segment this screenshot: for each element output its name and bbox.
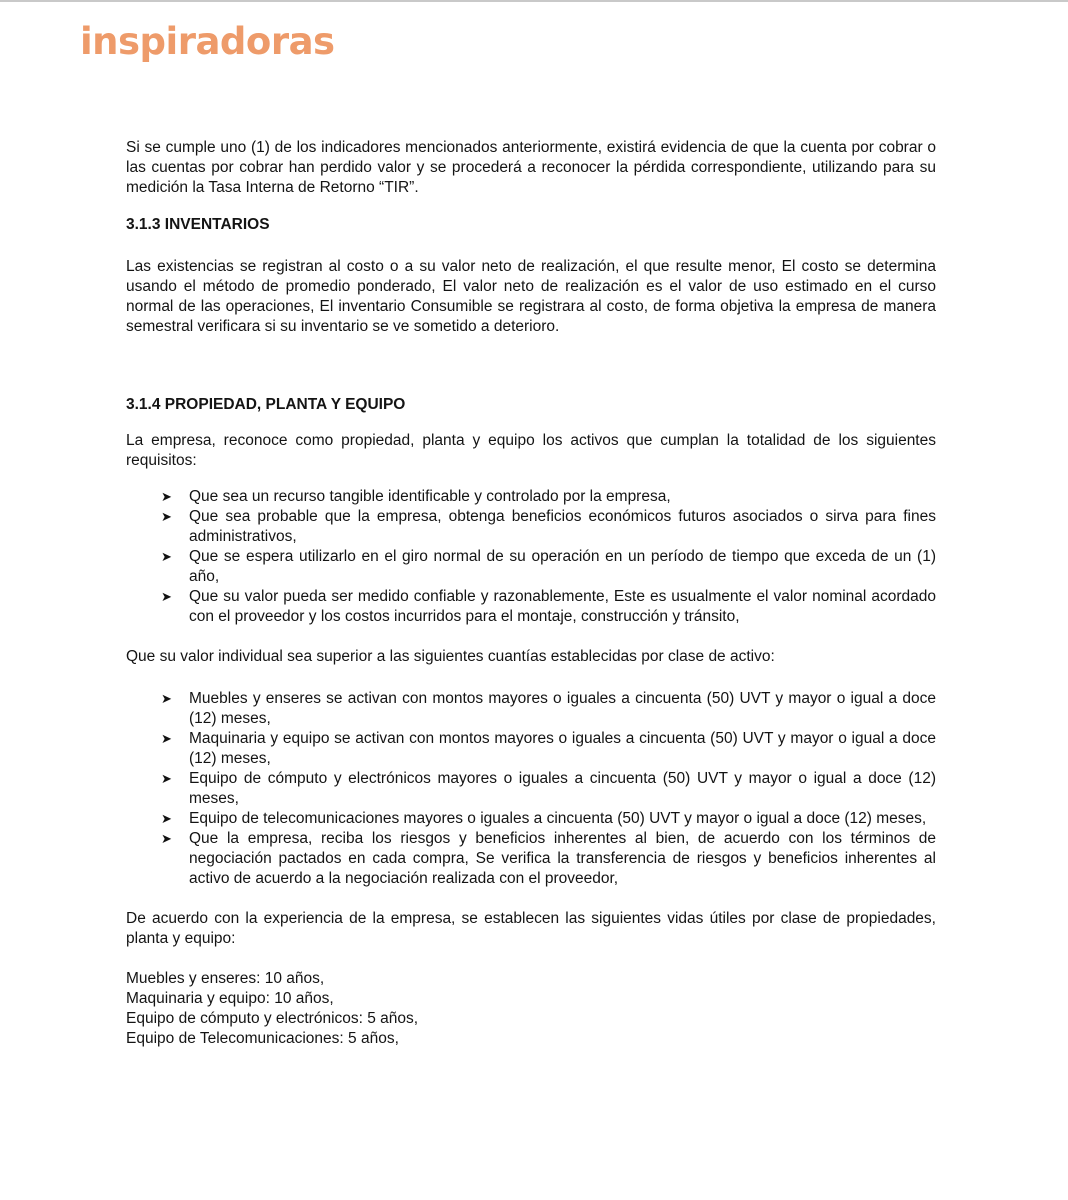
- vidas-utiles-list: [126, 969, 936, 1049]
- requisitos-list: [126, 487, 936, 627]
- arrow-bullet-icon: ➤: [161, 691, 172, 706]
- brand-logo: inspiradoras: [80, 20, 335, 63]
- intro-paragraph: Si se cumple uno (1) de los indicadores mencionados anteriormente, existirá evidencia de que la cuenta por cobrar o las cuentas por cobrar han perdido valor y se procederá a reconocer la pérdida correspondiente, utilizando para su medición la Tasa Interna de Retorno “TIR”.: [126, 139, 936, 196]
- list-item: ➤ Que sea un recurso tangible identificable y controlado por la empresa,: [161, 488, 671, 505]
- heading-propiedad-planta-equipo: 3.1.4 PROPIEDAD, PLANTA Y EQUIPO: [126, 396, 406, 413]
- list-item: Equipo de cómputo y electrónicos: 5 años,: [126, 1010, 419, 1027]
- list-item: Equipo de Telecomunicaciones: 5 años,: [126, 1030, 399, 1047]
- list-item: ➤ Que su valor pueda ser medido confiable y razonablemente, Este es usualmente el valor nominal acordado con el proveedor y los costos incurridos para el montaje, construcción y tránsito,: [161, 588, 936, 625]
- arrow-bullet-icon: ➤: [161, 509, 172, 524]
- arrow-bullet-icon: ➤: [161, 489, 172, 504]
- arrow-bullet-icon: ➤: [161, 811, 172, 826]
- arrow-bullet-icon: ➤: [161, 589, 172, 604]
- list-item: ➤ Muebles y enseres se activan con montos mayores o iguales a cincuenta (50) UVT y mayor o igual a doce (12) meses,: [161, 690, 936, 727]
- arrow-bullet-icon: ➤: [161, 831, 172, 846]
- arrow-bullet-icon: ➤: [161, 731, 172, 746]
- list-item: ➤ Equipo de cómputo y electrónicos mayores o iguales a cincuenta (50) UVT y mayor o igual a doce (12) meses,: [161, 770, 936, 807]
- list-item: ➤ Que la empresa, reciba los riesgos y beneficios inherentes al bien, de acuerdo con los términos de negociación pactados en cada compra, Se verifica la transferencia de riesgos y beneficios inherentes al activo de acuerdo a la negociación realizada con el proveedor,: [161, 830, 936, 887]
- list-item: Muebles y enseres: 10 años,: [126, 970, 325, 987]
- arrow-bullet-icon: ➤: [161, 549, 172, 564]
- top-border: [0, 0, 1068, 2]
- list-item: Maquinaria y equipo: 10 años,: [126, 990, 334, 1007]
- arrow-bullet-icon: ➤: [161, 771, 172, 786]
- list-item: ➤ Maquinaria y equipo se activan con montos mayores o iguales a cincuenta (50) UVT y mayor o igual a doce (12) meses,: [161, 730, 936, 767]
- list-item: ➤ Equipo de telecomunicaciones mayores o iguales a cincuenta (50) UVT y mayor o igual a doce (12) meses,: [161, 810, 927, 827]
- ppe-paragraph: La empresa, reconoce como propiedad, planta y equipo los activos que cumplan la totalidad de los siguientes requisitos:: [126, 432, 936, 469]
- cuantias-intro: Que su valor individual sea superior a las siguientes cuantías establecidas por clase de activo:: [126, 648, 775, 665]
- cuantias-list: [126, 689, 936, 889]
- vidas-intro: De acuerdo con la experiencia de la empresa, se establecen las siguientes vidas útiles por clase de propiedades, planta y equipo:: [126, 910, 936, 947]
- list-item: ➤ Que sea probable que la empresa, obtenga beneficios económicos futuros asociados o sirva para fines administrativos,: [161, 508, 936, 545]
- document-body: [126, 138, 936, 1049]
- heading-inventarios: 3.1.3 INVENTARIOS: [126, 216, 270, 233]
- inventarios-paragraph: Las existencias se registran al costo o a su valor neto de realización, el que resulte menor, El costo se determina usando el método de promedio ponderado, El valor neto de realización es el valor de uso estimado en el curso normal de las operaciones, El inventario Consumible se registrara al costo, de forma objetiva la empresa de manera semestral verificara si su inventario se ve sometido a deterioro.: [126, 258, 936, 335]
- list-item: ➤ Que se espera utilizarlo en el giro normal de su operación en un período de tiempo que exceda de un (1) año,: [161, 548, 936, 585]
